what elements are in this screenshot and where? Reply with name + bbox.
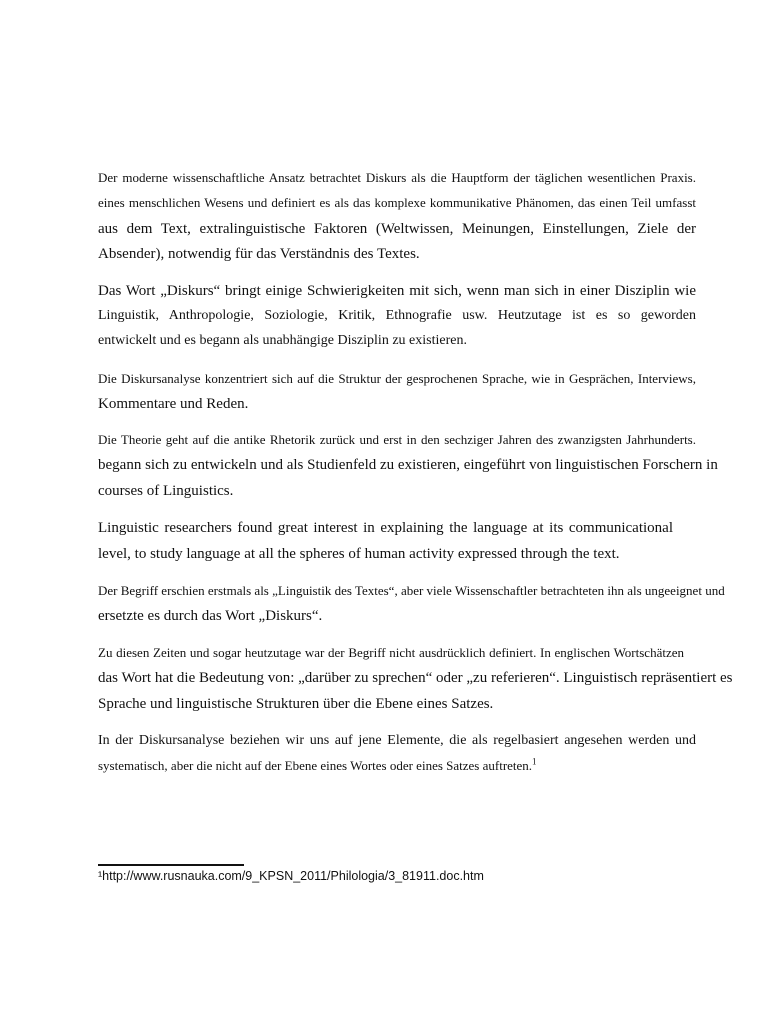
paragraph-8-line-2	[98, 756, 696, 774]
footnote-url: ¹http://www.rusnauka.com/9_KPSN_2011/Philologia/3_81911.doc.htm	[98, 869, 484, 883]
footnote-separator	[98, 864, 244, 866]
paragraph-5-line-1: Linguistic researchers found great interest in explaining the language at its communicational	[98, 520, 673, 536]
paragraph-6-line-1: Der Begriff erschien erstmals als „Linguistik des Textes“, aber viele Wissenschaftler betrachteten ihn als ungeeignet und	[98, 583, 725, 598]
paragraph-2-line-3: entwickelt und es begann als unabhängige Disziplin zu existieren.	[98, 333, 467, 348]
paragraph-4-line-3: courses of Linguistics.	[98, 483, 234, 499]
paragraph-7-line-3: Sprache und linguistische Strukturen über die Ebene eines Satzes.	[98, 696, 494, 712]
paragraph-1-line-4: Absender), notwendig für das Verständnis des Textes.	[98, 246, 420, 262]
paragraph-8-line-2-text: systematisch, aber die nicht auf der Ebene eines Wortes oder eines Satzes auftreten.	[98, 758, 533, 773]
paragraph-1-line-3: aus dem Text, extralinguistische Faktoren (Weltwissen, Meinungen, Einstellungen, Ziele der	[98, 221, 696, 237]
paragraph-3-line-1: Die Diskursanalyse konzentriert sich auf die Struktur der gesprochenen Sprache, wie in Gesprächen, Interviews,	[98, 371, 696, 386]
paragraph-7-line-2: das Wort hat die Bedeutung von: „darüber zu sprechen“ oder „zu referieren“. Linguistisch repräsentiert es	[98, 670, 733, 686]
paragraph-2-line-1: Das Wort „Diskurs“ bringt einige Schwierigkeiten mit sich, wenn man sich in einer Disziplin wie	[98, 283, 696, 299]
paragraph-6-line-2: ersetzte es durch das Wort „Diskurs“.	[98, 608, 323, 624]
paragraph-1-line-1: Der moderne wissenschaftliche Ansatz betrachtet Diskurs als die Hauptform der täglichen wesentlichen Praxis.	[98, 170, 696, 185]
paragraph-4-line-2: begann sich zu entwickeln und als Studienfeld zu existieren, eingeführt von linguistischen Forschern in	[98, 457, 718, 473]
paragraph-3-line-2: Kommentare und Reden.	[98, 396, 249, 412]
paragraph-8-line-1: In der Diskursanalyse beziehen wir uns auf jene Elemente, die als regelbasiert angesehen werden und	[98, 733, 696, 748]
paragraph-1-line-2: eines menschlichen Wesens und definiert es als das komplexe kommunikative Phänomen, das einen Teil umfasst	[98, 195, 696, 210]
paragraph-2-line-2: Linguistik, Anthropologie, Soziologie, Kritik, Ethnografie usw. Heutzutage ist es so geworden	[98, 308, 696, 323]
footnote-reference: 1	[532, 756, 537, 767]
paragraph-5-line-2: level, to study language at all the spheres of human activity expressed through the text.	[98, 546, 620, 562]
paragraph-4-line-1: Die Theorie geht auf die antike Rhetorik zurück und erst in den sechziger Jahren des zwanzigsten Jahrhunderts.	[98, 432, 696, 447]
paragraph-7-line-1: Zu diesen Zeiten und sogar heutzutage war der Begriff nicht ausdrücklich definiert. In englischen Wortschätzen	[98, 645, 684, 660]
